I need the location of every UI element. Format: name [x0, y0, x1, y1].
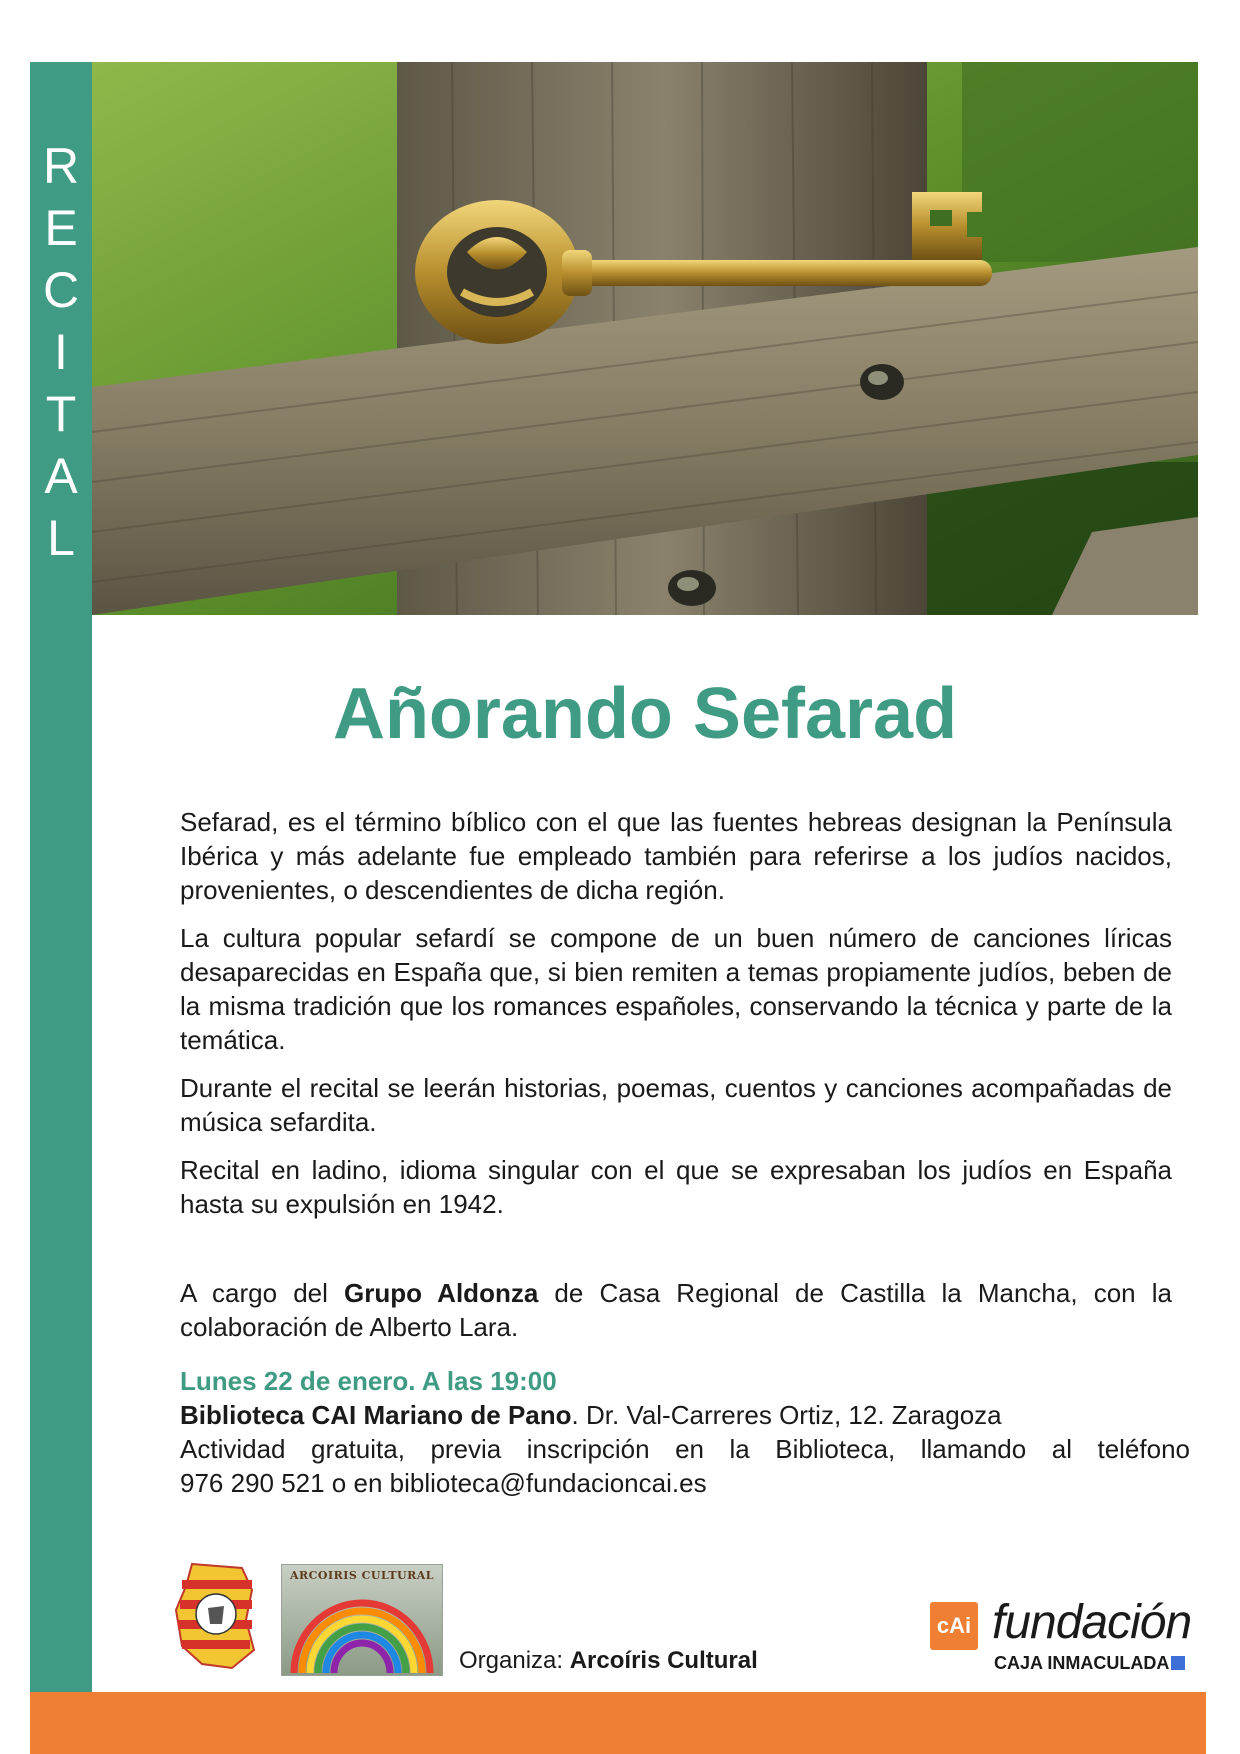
credits [180, 1276, 1172, 1344]
vertical-letter: C [42, 262, 80, 318]
organizer-name: Arcoíris Cultural [569, 1647, 758, 1674]
contact-line: 976 290 521 o en biblioteca@fundacioncai.es [180, 1468, 707, 1498]
paragraph: Recital en ladino, idioma singular con el que se expresaban los judíos en España hasta su expulsión en 1942. [180, 1155, 1172, 1219]
paragraph: Durante el recital se leerán historias, poemas, cuentos y canciones acompañadas de música sefardita. [180, 1073, 1172, 1137]
arcoiris-cultural-logo [281, 1564, 443, 1676]
info-line: Actividad gratuita, previa inscripción en la Biblioteca, llamando al teléfono [180, 1434, 1190, 1464]
paragraph: Sefarad, es el término bíblico con el que las fuentes hebreas designan la Península Ibérica y más adelante fue empleado también para referirse a los judíos nacidos, provenientes, o descendientes de dicha región. [180, 807, 1172, 905]
recital-vertical-label [30, 135, 92, 569]
vertical-letter: R [42, 138, 80, 194]
hero-image [92, 62, 1198, 615]
venue-name: Biblioteca CAI Mariano de Pano [180, 1400, 572, 1430]
vertical-letter: T [45, 386, 77, 442]
credits-prefix: A cargo del [180, 1278, 345, 1308]
event-venue [180, 1398, 1190, 1432]
fundacion-subtitle-text: CAJA INMACULADA [994, 1653, 1170, 1673]
event-title: Añorando Sefarad [332, 674, 958, 754]
event-info [180, 1364, 1190, 1500]
organizer-line [459, 1646, 758, 1676]
event-date: Lunes 22 de enero. A las 19:00 [180, 1366, 557, 1396]
organizer-label: Organiza: [459, 1647, 570, 1674]
cai-logo-mark: cAi [930, 1602, 978, 1650]
description [180, 805, 1172, 1235]
key-fence-illustration [92, 62, 1198, 615]
paragraph: La cultura popular sefardí se compone de un buen número de canciones líricas desaparecidas en España que, si bien remiten a temas propiamente judíos, beben de la misma tradición que los romances españoles, conservando la técnica y parte de la temática. [180, 923, 1172, 1055]
arcoiris-logo-text: ARCOIRIS CULTURAL [289, 1569, 435, 1582]
credits-suffix: de Casa Regional de Castilla la Mancha, con la colaboración de Alberto Lara. [180, 1278, 1172, 1342]
vertical-letter: E [44, 200, 78, 256]
aragon-crest-logo [172, 1560, 258, 1672]
vertical-letter: A [44, 448, 78, 504]
group-name: Grupo Aldonza [344, 1278, 539, 1308]
fundacion-subtitle [994, 1652, 1185, 1674]
footer-bar [30, 1692, 1206, 1754]
vertical-letter: L [47, 510, 75, 566]
venue-address: . Dr. Val-Carreres Ortiz, 12. Zaragoza [571, 1400, 1002, 1430]
fundacion-wordmark: fundación [992, 1596, 1192, 1649]
vertical-letter: I [54, 324, 68, 380]
blue-square-icon [1171, 1656, 1185, 1670]
